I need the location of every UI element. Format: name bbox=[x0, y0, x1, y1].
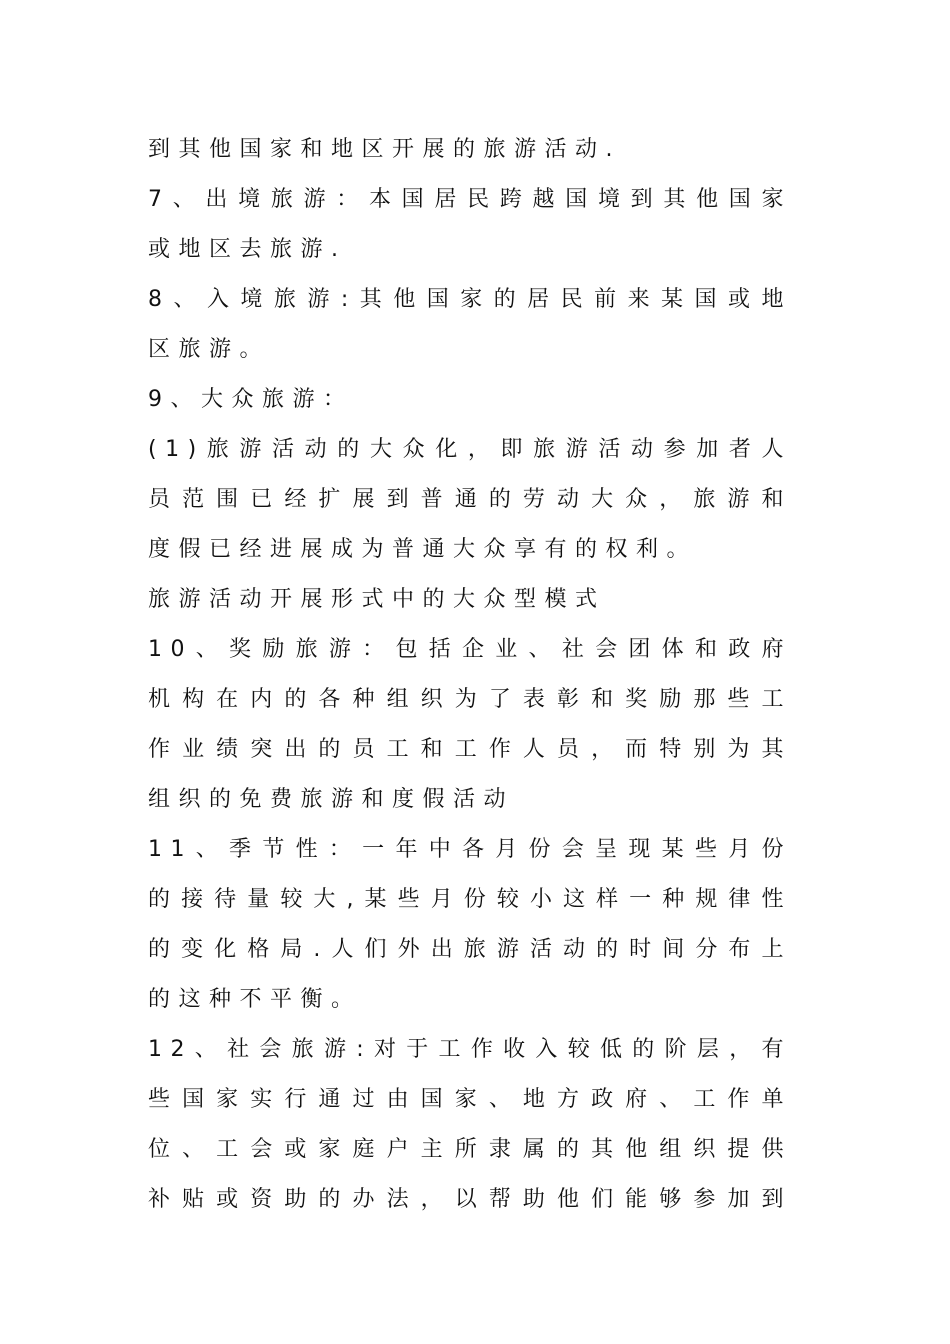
text-line: 些国家实行通过由国家、地方政府、工作单 bbox=[148, 1087, 792, 1112]
text-line: 位、工会或家庭户主所隶属的其他组织提供 bbox=[148, 1137, 792, 1162]
text-line: 的这种不平衡。 bbox=[148, 987, 362, 1012]
text-line: 10、奖励旅游：包括企业、社会团体和政府 bbox=[148, 637, 792, 662]
text-line: 员范围已经扩展到普通的劳动大众，旅游和 bbox=[148, 487, 792, 512]
text-line: 9、大众旅游： bbox=[148, 387, 354, 412]
text-line: 机构在内的各种组织为了表彰和奖励那些工 bbox=[148, 687, 792, 712]
text-line: 7、出境旅游：本国居民跨越国境到其他国家 bbox=[148, 187, 792, 212]
text-line: (1)旅游活动的大众化，即旅游活动参加者人 bbox=[148, 437, 792, 462]
text-line: 度假已经进展成为普通大众享有的权利。 bbox=[148, 537, 698, 562]
text-line: 区旅游。 bbox=[148, 337, 271, 362]
text-line: 作业绩突出的员工和工作人员，而特别为其 bbox=[148, 737, 792, 762]
text-line: 或地区去旅游. bbox=[148, 237, 347, 262]
text-line: 12、社会旅游:对于工作收入较低的阶层，有 bbox=[148, 1037, 792, 1062]
text-line: 旅游活动开展形式中的大众型模式 bbox=[148, 587, 606, 612]
text-line: 的接待量较大,某些月份较小这样一种规律性 bbox=[148, 887, 792, 912]
text-line: 的变化格局.人们外出旅游活动的时间分布上 bbox=[148, 937, 792, 962]
text-line: 组织的免费旅游和度假活动 bbox=[148, 787, 515, 812]
text-line: 到其他国家和地区开展的旅游活动. bbox=[148, 137, 621, 162]
text-line: 11、季节性：一年中各月份会呈现某些月份 bbox=[148, 837, 792, 862]
text-line: 补贴或资助的办法，以帮助他们能够参加到 bbox=[148, 1187, 792, 1212]
text-line: 8、入境旅游:其他国家的居民前来某国或地 bbox=[148, 287, 792, 312]
